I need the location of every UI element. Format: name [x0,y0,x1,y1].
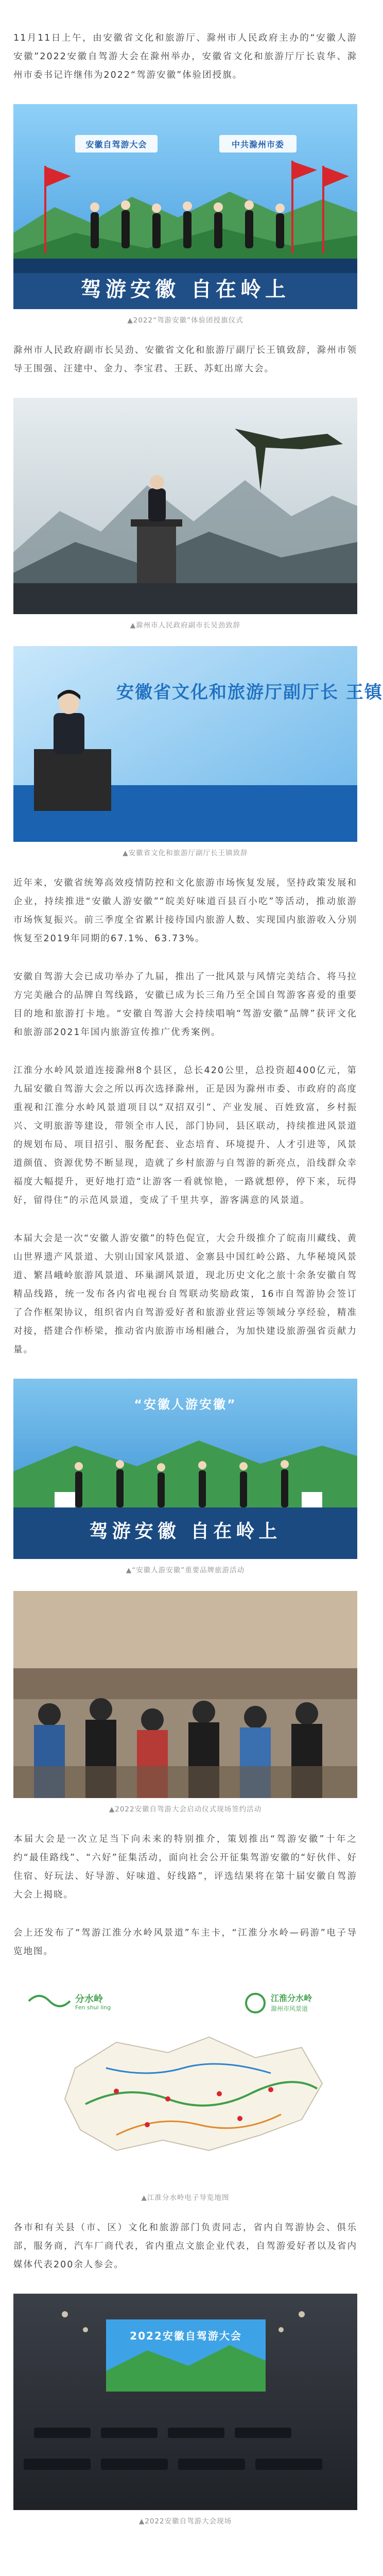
stage-right-tag: 中共滁州市委 [231,140,284,149]
stage-banner-text-2: 驾游安徽 自在岭上 [89,1520,282,1542]
caption-2: ▲滁州市人民政府副市长吴劲致辞 [130,621,241,630]
paragraph-4: 安徽自驾游大会已成功举办了九届，推出了一批风景与风情完美结合、将马拉方完美融合的品牌自驾线路，安徽已成为长三角乃至全国自驾游客喜爱的重要目的地和旅游打卡地。“安徽自驾游大会持续唱响“驾游安徽”品牌”获评文化和旅游部2021年国内旅游宣传推广优秀案例。 [13,972,357,1038]
caption-6: ▲江淮分水岭电子导览地图 [141,2194,230,2202]
paragraph-9: 各市和有关县（市、区）文化和旅游部门负责同志，省内自驾游协会、俱乐部，服务商，汽车厂商代表，省内重点文旅企业代表，自驾游爱好者以及省内媒体代表200余人参会。 [13,2223,357,2270]
paragraph-3: 近年来，安徽省统筹高效疫情防控和文化旅游市场恢复发展，坚持政策发展和企业，持续推进“安徽人游安徽”“皖美好味道百县百小吃”等活动，推动旅游市场恢复振兴。前三季度全省累计接待国内旅游人数、实现国内旅游收入分别恢复至2019年同期的67.1%、63.73%。 [13,878,357,944]
podium-photo [13,398,357,614]
hall-photo [13,2294,357,2510]
caption-7: ▲2022安徽自驾游大会现场 [138,2517,232,2526]
speaker-title-overlay: 安徽省文化和旅游厅副厅长 王镇 [116,682,383,703]
stage-top-text: “安徽人游安徽” [134,1397,237,1412]
speaker-photo-2 [13,646,383,842]
paragraph-1: 11月11日上午，由安徽省文化和旅游厅、滁州市人民政府主办的“安徽人游安徽”2022安徽自驾游大会在滁州举办，安徽省文化和旅游厅厅长袁华、滁州市委书记许继伟为2022“驾游安徽”体验团授旗。 [13,33,357,80]
caption-1: ▲2022“驾游安徽”体验团授旗仪式 [127,316,243,325]
map-logo-left: 分水岭 [75,1994,103,2005]
map-logo-right: 江淮分水岭 [271,1993,312,2003]
paragraph-5: 江淮分水岭风景道连接滁州8个县区，总长420公里，总投资超400亿元，第九届安徽自驾游大会之所以再次选择滁州，正是因为滁州市委、市政府的高度重视和江淮分水岭风景道项目以“双招双引”、产业发展、百姓致富，乡村振兴、文明旅游等建设，带领全市人民，部门协同，县区联动，持续推进风景道的规划布局、项目招引、服务配套、业态培育、环境提升、人才引进等，风景道颜值、资源优势不断显现，造就了乡村旅游与自驾游的新亮点，沿线群众幸福度大幅提升，更好地打造“让游客一看就惊艳，一路就想停，停下来，玩得好，留得住”的示范风景道，变成了千里共享，游客满意的风景道。 [13,1065,357,1206]
stage-left-tag: 安徽自驾游大会 [85,140,147,149]
caption-5: ▲2022安徽自驾游大会启动仪式现场签约活动 [109,1805,262,1814]
stage-banner-text: 驾游安徽 自在岭上 [81,277,290,301]
photo-brand-activity [13,1379,357,1559]
photo-hall [13,2294,357,2510]
paragraph-8: 会上还发布了“驾游江淮分水岭风景道”车主卡，“江淮分水岭—码游”电子导览地图。 [13,1928,357,1957]
signing-photo [13,1591,357,1798]
caption-3: ▲安徽省文化和旅游厅副厅长王镇致辞 [123,849,248,857]
map-logo-right-sub: 滁州市风景道 [271,2005,308,2012]
photo-speaker-1 [13,398,357,614]
photo-flag-ceremony [13,104,357,309]
paragraph-6: 本届大会是一次“安徽人游安徽”的特色促宣，大会升级推介了皖南川藏线、黄山世界遗产风景道、大别山国家风景道、金寨县中国红岭公路、九华秘境风景道、繁昌峨岭旅游风景道、环巢湖风景道，现北历史文化之旅十余条安徽自驾精品线路，统一发布各内省电视台自驾联动奖励政策，16市自驾游协会签订了合作框架协议，组织省内自驾游爱好者和旅游业营运等领域分享经验，精准对接，搭建合作桥梁，推动省内旅游市场相融合，为加快建设旅游强省贡献力量。 [13,1233,357,1355]
map-figure [13,1980,357,2187]
map-logo-left-sub: Fen shui ling [75,2004,111,2011]
paragraph-7: 本届大会是一次立足当下向未来的特别推介，策划推出“驾游安徽”十年之约“最佳路线”、“六好”征集活动，面向社会公开征集驾游安徽的“好伙伴、好住宿、好玩法、好导游、好味道、好线路”，评选结果将在第十届安徽自驾游大会上揭晓。 [13,1834,357,1900]
photo-signing [13,1591,357,1798]
photo-speaker-2 [13,646,383,842]
paragraph-2: 滁州市人民政府副市长吴劲、安徽省文化和旅游厅副厅长王镇致辞，滁州市领导王围强、汪建中、金力、李宝君、王跃、苏虹出席大会。 [13,345,357,374]
caption-4: ▲“安徽人游安徽”重要品牌旅游活动 [126,1566,245,1574]
hall-screen-title: 2022安徽自驾游大会 [130,2330,242,2342]
